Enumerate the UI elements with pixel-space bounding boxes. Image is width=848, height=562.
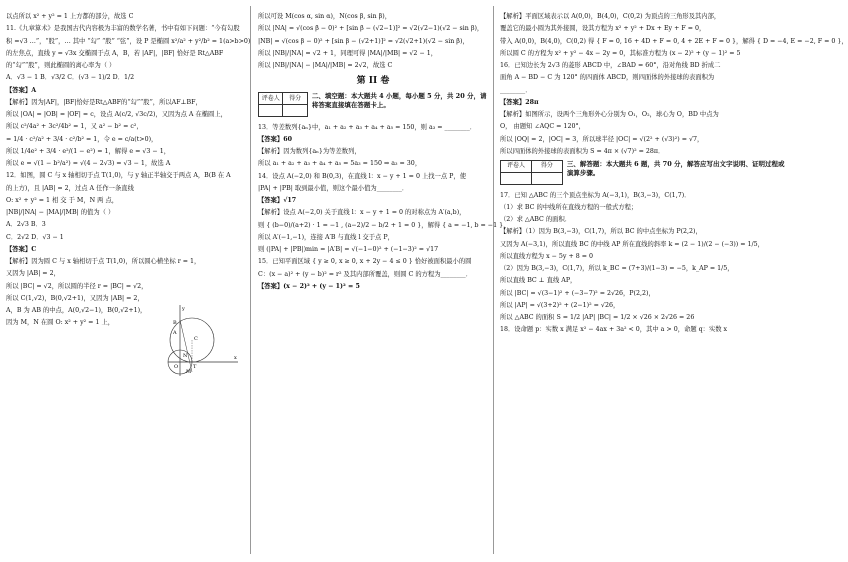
solution-line: 所以 e = √(1 − b²/a²) = √(4 − 2√3) = √3 − 1，故选 A bbox=[6, 160, 171, 167]
text-line: （2）求 △ABC 的面积． bbox=[500, 216, 572, 223]
solution-line: 【解析】设点 A(−2,0) 关于直线 l：x − y + 1 = 0 的对称点为 A′(a,b)， bbox=[258, 209, 466, 217]
question-12: 12．如图，圆 C 与 x 轴相切于点 T(1,0)，与 y 轴正半轴交于两点 A，B(B 在 A bbox=[6, 172, 231, 180]
solution-line: 所以圆 C 的方程为 x² + y² − 4x − 2y = 0，其标准方程为 (x − 2)² + (y − 1)² = 5 bbox=[500, 49, 741, 57]
score-cell[interactable] bbox=[259, 104, 283, 116]
solution-line: 【解析】因为|AF|，|BF|恰好是Rt△ABF的“勾”“股”，所以AF⊥BF， bbox=[6, 98, 202, 106]
text-line: 的左焦点，直线 y = √3x 交椭圆于点 A，B，若 |AF|，|BF| 恰好是 Rt△ABF bbox=[6, 49, 224, 57]
solution-line: 所以 1/4e² + 3/4 · e²/(1 − e²) = 1，解得 e = √3 − 1， bbox=[6, 147, 171, 155]
label-a: A bbox=[173, 330, 177, 336]
label-c: C bbox=[194, 336, 198, 342]
section-description: 二、填空题：本大题共 4 小题，每小题 5 分，共 20 分，请将答案直接填在答题卡上。 bbox=[311, 91, 487, 110]
score-box bbox=[500, 160, 788, 185]
column-right bbox=[500, 12, 848, 338]
solution-line: 又因为 |AB| = 2， bbox=[6, 270, 60, 278]
solution-line: 则 (|PA| + |PB|)min = |A′B| = √(−1−0)² + (−1−3)² = √17 bbox=[258, 246, 439, 254]
score-header-grader: 评卷人 bbox=[501, 160, 532, 172]
solution-line: = 1/4 · c²/a² + 3/4 · c²/b² = 1，令 e = c/a(t>0)， bbox=[6, 135, 158, 143]
line-through-a bbox=[180, 320, 192, 372]
section-title: 第 II 卷 bbox=[356, 75, 390, 86]
text-line: 的上方)，且 |AB| = 2，过点 A 任作一条直线 bbox=[6, 184, 134, 192]
label-x: x bbox=[234, 355, 237, 361]
question-11: 11.《九章算术》是我国古代内容极为丰富的数学名著，书中有如下问题：“今有勾股 bbox=[6, 25, 240, 33]
solution-line: O， 由题知 ∠AQC = 120°， bbox=[500, 123, 585, 131]
text-line: O: x² + y² = 1 相 交 于 M，N 两 点， bbox=[6, 196, 119, 204]
score-header-score: 得分 bbox=[283, 92, 307, 104]
solution-line: 所以 A′(−1,−1)，连接 A′B 与直线 l 交于点 P， bbox=[258, 233, 394, 241]
solution-line: 因为 M，N 在圆 O: x² + y² = 1 上， bbox=[6, 319, 115, 327]
solution-line: A，B 为 AB 的中点，A(0,√2−1)，B(0,√2+1)， bbox=[6, 307, 147, 314]
score-box bbox=[258, 92, 488, 117]
label-m: M bbox=[186, 369, 192, 375]
solution-line: 所以 |OQ| = 2，|OC| = 3，所以球半径 |OC| = √(2² + (√3)²) = √7， bbox=[500, 135, 704, 143]
solution-line: 所以 |AP| = √(3+2)² + (2−1)² = √26， bbox=[500, 301, 620, 309]
answer-label: 【答案】A bbox=[6, 86, 37, 94]
solution-line: 覆盖它的最小圆为其外接圆，设其方程为 x² + y² + Dx + Ey + F = 0， bbox=[500, 25, 706, 33]
choices-line: A．2√3 B．3 bbox=[6, 221, 46, 229]
column-left bbox=[6, 12, 251, 331]
solution-line: 所以 c²/4a² + 3c²/4b² = 1，又 a² − b² = c²， bbox=[6, 123, 143, 131]
answer-label: 【答案】28π bbox=[500, 98, 539, 106]
question-17: 17．已知 △ABC 的三个顶点坐标为 A(−3,1)，B(3,−3)，C(1,7)． bbox=[500, 191, 691, 199]
answer-label: 【答案】√17 bbox=[258, 197, 297, 205]
solution-line: 所以直线 BC ⊥ 直线 AP， bbox=[500, 277, 577, 285]
solution-line: 【解析】平面区域表示以 A(0,0)，B(4,0)，C(0,2) 为顶点的三角形及其内部， bbox=[500, 13, 721, 20]
label-t: T bbox=[193, 364, 197, 370]
text-line: （1）求 BC 的中线所在直线方程的一般式方程； bbox=[500, 203, 638, 211]
solution-line: 【解析】因为数列{aₙ}为等差数列， bbox=[258, 148, 361, 156]
solution-line: 所以 |BC| = √(3−1)² + (−3−7)² = 2√26，P(2,2)， bbox=[500, 289, 655, 297]
label-n: N bbox=[183, 353, 188, 359]
score-header-grader: 评卷人 bbox=[259, 92, 283, 104]
text-line: |NB|/|NA| − |MA|/|MB| 的值为（ ） bbox=[6, 209, 115, 216]
solution-line: 所以 |NB|/|NA| = √2 + 1，同理可得 |MA|/|MB| = √2 − 1， bbox=[258, 49, 438, 57]
circle-geometry-figure bbox=[160, 302, 240, 378]
solution-line: 所以直线方程为 x − 5y + 8 = 0 bbox=[500, 252, 594, 260]
text-line: C：(x − a)² + (y − b)² = r² 及其内部所覆盖，则圆 C 的方程为________． bbox=[258, 270, 472, 278]
solution-line: 则 { (b−0)/(a+2) · 1 = −1 , (a−2)/2 − b/2 + 1 = 0 }，解得 { a = −1, b = −1 }， bbox=[258, 221, 510, 229]
label-y: y bbox=[182, 306, 185, 312]
text-line: ________． bbox=[500, 86, 532, 94]
label-o: O bbox=[174, 364, 179, 370]
answer-label: 【答案】C bbox=[6, 245, 37, 253]
solution-line: 【解析】如图所示，设两个三角形外心分别为 O₁，O₂，球心为 O，BD 中点为 bbox=[500, 111, 719, 118]
choices-line: C．2√2 D．√3 − 1 bbox=[6, 233, 64, 241]
score-cell[interactable] bbox=[283, 104, 307, 116]
solution-line: 所以 |OA| = |OB| = |OF| = c，设点 A(c/2, √3c/2)，又因为点 A 在椭圆上， bbox=[6, 111, 227, 118]
score-cell[interactable] bbox=[531, 172, 562, 184]
solution-line: |NB| = √(cos β − 0)² + [sin β − (√2+1)]² = √2(√2+1)(√2 − sin β)， bbox=[258, 37, 469, 45]
solution-line: 所以四面体的外接球的表面积为 S = 4π × (√7)² = 28π． bbox=[500, 147, 665, 155]
text-line: 面角 A − BD − C 为 120° 的四面体 ABCD，则四面体的外接球的表面积为 bbox=[500, 74, 715, 82]
solution-line: 所以 |BC| = √2，所以圆的半径 r = |BC| = √2， bbox=[6, 282, 148, 290]
solution-line: 带入 A(0,0)，B(4,0)，C(0,2) 得 { F = 0, 16 + 4D + F = 0, 4 + 2E + F = 0 }，解得 { D = −4, E = −2, F = 0 }， bbox=[500, 37, 848, 45]
answer-label: 【答案】(x − 2)² + (y − 1)² = 5 bbox=[258, 282, 360, 290]
solution-line: （2）因为 B(3,−3)，C(1,7)，所以 k_BC = (7+3)/(1−3) = −5，k_AP = 1/5， bbox=[500, 265, 734, 272]
score-cell[interactable] bbox=[501, 172, 532, 184]
column-divider bbox=[250, 6, 251, 554]
solution-line: 所以 |NB|/|NA| − |MA|/|MB| = 2√2，故选 C bbox=[258, 62, 393, 69]
label-b: B bbox=[173, 320, 177, 326]
solution-line: 所以可设 M(cos α, sin α)，N(cos β, sin β)， bbox=[258, 13, 392, 20]
solution-line: 【解析】因为圆 C 与 x 轴相切于点 T(1,0)，所以圆心横坐标 r = 1， bbox=[6, 258, 201, 265]
question-15: 15．已知平面区域 { y ≥ 0, x ≥ 0, x + 2y − 4 ≤ 0 } 恰好被面积最小的圆 bbox=[258, 258, 472, 266]
section-description: 三、解答题：本大题共 6 题，共 70 分，解答应写出文字说明、证明过程或演算步骤。 bbox=[566, 159, 785, 178]
column-divider bbox=[493, 6, 494, 554]
score-header-score: 得分 bbox=[531, 160, 562, 172]
solution-line: 所以 C(1,√2)，B(0,√2+1)，又因为 |AB| = 2， bbox=[6, 294, 144, 302]
question-16: 16．已知边长为 2√3 的菱形 ABCD 中，∠BAD = 60°，沿对角线 BD 折成二 bbox=[500, 62, 721, 69]
question-14: 14．设点 A(−2,0) 和 B(0,3)，在直线 l：x − y + 1 = 0 上找一点 P，使 bbox=[258, 172, 466, 180]
choices-line: A．√3 − 1 B．√3/2 C．(√3 − 1)/2 D．1/2 bbox=[6, 74, 135, 82]
column-middle bbox=[258, 12, 510, 294]
text-line: 以点所以 x² + y² = 1 上方都的部分，故选 C bbox=[6, 13, 134, 20]
question-13: 13．等差数列{aₙ}中，a₁ + a₂ + a₃ + a₄ + a₅ = 150，则 a₃ = ________． bbox=[258, 123, 477, 131]
solution-line: 【解析】（1）因为 B(3,−3)，C(1,7)，所以 BC 的中点坐标为 P(2,2)， bbox=[500, 228, 702, 236]
solution-line: 所以 △ABC 的面积 S = 1/2 |AP| |BC| = 1/2 × √26 × 2√26 = 26 bbox=[500, 314, 695, 321]
text-line: 的“勾”“股”，则此椭圆的离心率为（ ） bbox=[6, 62, 116, 69]
answer-label: 【答案】60 bbox=[258, 135, 292, 143]
score-table bbox=[258, 92, 308, 117]
text-line: |PA| + |PB| 取到最小值，则这个最小值为________． bbox=[258, 184, 409, 192]
score-table bbox=[500, 160, 563, 185]
solution-line: 所以 |NA| = √(cos β − 0)² + [sin β − (√2−1)]² = √2(√2−1)(√2 − sin β)， bbox=[258, 25, 484, 33]
question-18: 18．设命题 p：实数 x 满足 x² − 4ax + 3a² < 0，其中 a > 0，命题 q：实数 x bbox=[500, 326, 728, 334]
solution-line: 又因为 A(−3,1)，所以直线 BC 的中线 AP 所在直线的斜率 k = (2 − 1)/(2 − (−3)) = 1/5， bbox=[500, 240, 764, 248]
solution-line: 所以 a₁ + a₂ + a₃ + a₄ + a₅ = 5a₃ = 150 ⇒ a₃ = 30， bbox=[258, 160, 422, 168]
text-line: 积 =√3 …”，“股”，… 其中 “勾” “股” “弦”，设 P 是椭圆 x²/a² + y²/b² = 1(a>b>0) bbox=[6, 37, 251, 45]
